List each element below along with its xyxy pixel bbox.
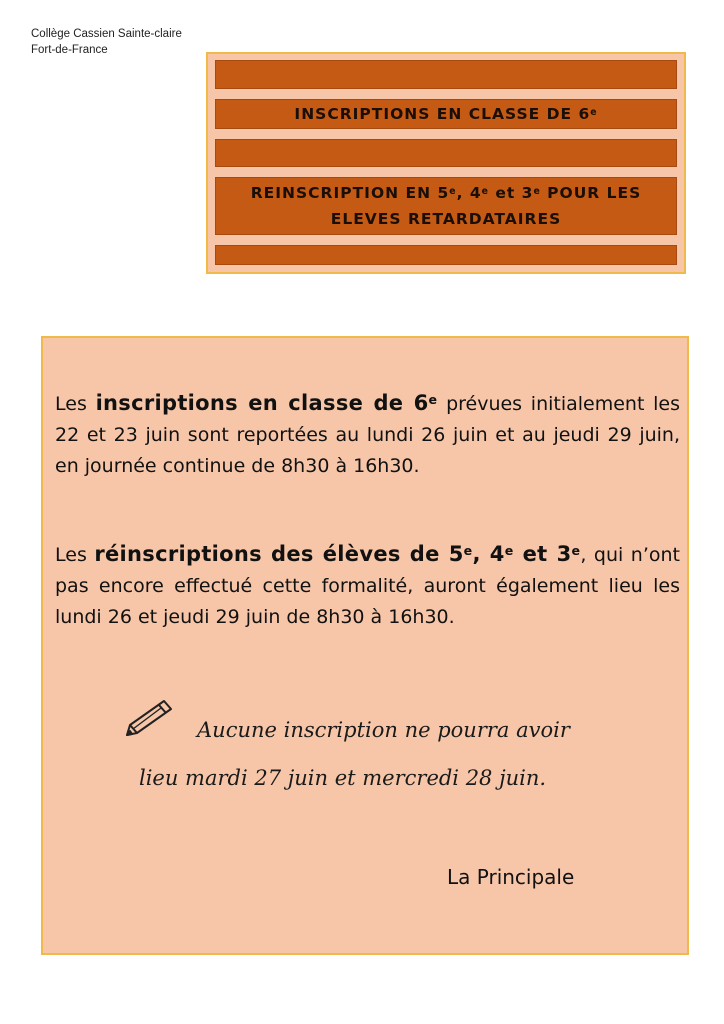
banner-band-top [215,60,677,89]
school-city: Fort-de-France [31,44,108,56]
pencil-icon [121,695,177,741]
banner-band-bottom [215,245,677,265]
reinscriptions-highlight: réinscriptions des élèves de 5e, 4e et 3e [94,542,581,566]
school-header [31,26,182,58]
notice-line-1: Aucune inscription ne pourra avoir [197,718,570,742]
school-name: Collège Cassien Sainte-claire [31,28,182,40]
banner-band-middle [215,139,677,167]
banner-band-subtitle [215,177,677,235]
banner-subtitle: REINSCRIPTION EN 5e, 4e et 3e POUR LES ELEVES RETARDATAIRES [250,184,642,228]
announcement-card [41,336,689,955]
paragraph-reinscriptions: Les réinscriptions des élèves de 5e, 4e et 3e, qui n’ont pas encore effectué cette formalité, auront également lieu les lundi 26 et jeudi 29 juin de 8h30 à 16h30. [55,542,680,628]
signature: La Principale [447,865,575,889]
title-banner [206,52,686,274]
notice-line-2: lieu mardi 27 juin et mercredi 28 juin. [139,766,547,790]
banner-band-title [215,99,677,129]
paragraph-inscriptions: Les inscriptions en classe de 6e prévues initialement les 22 et 23 juin sont reportées au lundi 26 juin et au jeudi 29 juin, en journée continue de 8h30 à 16h30. [55,391,680,477]
banner-title: INSCRIPTIONS EN CLASSE DE 6e [294,105,598,123]
inscriptions-highlight: inscriptions en classe de 6e [95,391,438,415]
